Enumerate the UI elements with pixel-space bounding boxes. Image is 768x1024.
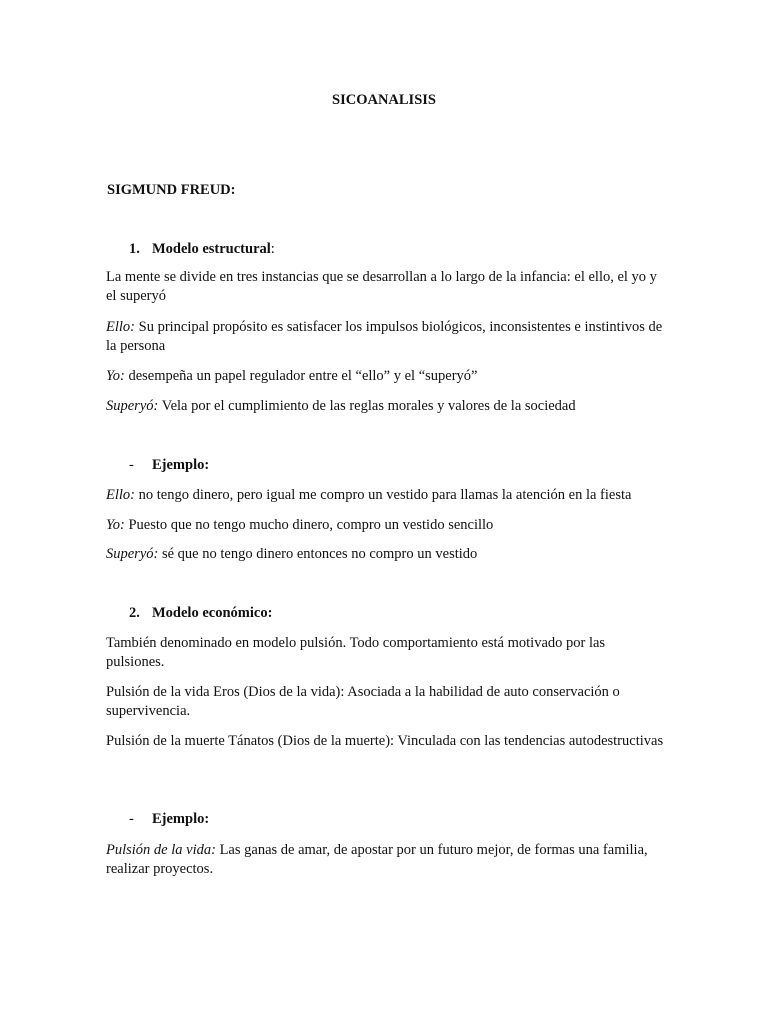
- section-2-tanatos: Pulsión de la muerte Tánatos (Dios de la muerte): Vinculada con las tendencias autodestructivas: [106, 733, 664, 749]
- section-1-yo: [106, 367, 666, 386]
- section-2-number: 2.: [129, 605, 140, 621]
- example-1-marker: -: [129, 457, 134, 473]
- yo-text: desempeña un papel regulador entre el “ello” y el “superyó”: [124, 368, 478, 384]
- example-yo-term: Yo:: [106, 517, 125, 533]
- section-2-heading: [129, 605, 272, 622]
- page-title: SICOANALISIS: [332, 92, 436, 108]
- section-1-label: Modelo estructural: [152, 241, 271, 257]
- section-2-eros: Pulsión de la vida Eros (Dios de la vida): Asociada a la habilidad de auto conservación o supervivencia.: [106, 684, 620, 719]
- example-1-ello: [106, 486, 666, 505]
- example-1-label: Ejemplo:: [152, 457, 210, 473]
- ello-term: Ello:: [106, 319, 135, 335]
- example-2-marker: -: [129, 811, 134, 827]
- example-superyo-text: sé que no tengo dinero entonces no compro un vestido: [158, 546, 478, 562]
- example-2-vida: [106, 841, 666, 879]
- section-1-intro: La mente se divide en tres instancias que se desarrollan a lo largo de la infancia: el ello, el yo y el superyó: [106, 269, 657, 304]
- section-1-number: 1.: [129, 241, 140, 257]
- yo-term: Yo:: [106, 368, 125, 384]
- vida-text: Las ganas de amar, de apostar por un futuro mejor, de formas una familia, realizar proyectos.: [106, 842, 648, 877]
- example-1-superyo: [106, 545, 666, 564]
- example-1-yo: [106, 516, 666, 535]
- author-heading: SIGMUND FREUD:: [107, 182, 236, 198]
- section-2-intro: También denominado en modelo pulsión. Todo comportamiento está motivado por las pulsiones.: [106, 635, 606, 670]
- example-yo-text: Puesto que no tengo mucho dinero, compro un vestido sencillo: [124, 517, 494, 533]
- section-1-ello: [106, 318, 666, 356]
- section-1-superyo: [106, 397, 666, 416]
- vida-term: Pulsión de la vida:: [106, 842, 216, 858]
- section-2-label: Modelo económico:: [152, 605, 273, 621]
- example-2-heading: [129, 811, 209, 828]
- superyo-term: Superyó:: [106, 398, 159, 414]
- example-1-heading: [129, 457, 209, 474]
- ello-text: Su principal propósito es satisfacer los impulsos biológicos, inconsistentes e instintivos de la persona: [106, 319, 663, 354]
- example-superyo-term: Superyó:: [106, 546, 159, 562]
- section-1-colon: :: [270, 241, 275, 257]
- section-1-heading: [129, 241, 275, 258]
- example-2-label: Ejemplo:: [152, 811, 210, 827]
- example-ello-term: Ello:: [106, 487, 135, 503]
- example-ello-text: no tengo dinero, pero igual me compro un vestido para llamas la atención en la fiesta: [135, 487, 632, 503]
- superyo-text: Vela por el cumplimiento de las reglas morales y valores de la sociedad: [158, 398, 576, 414]
